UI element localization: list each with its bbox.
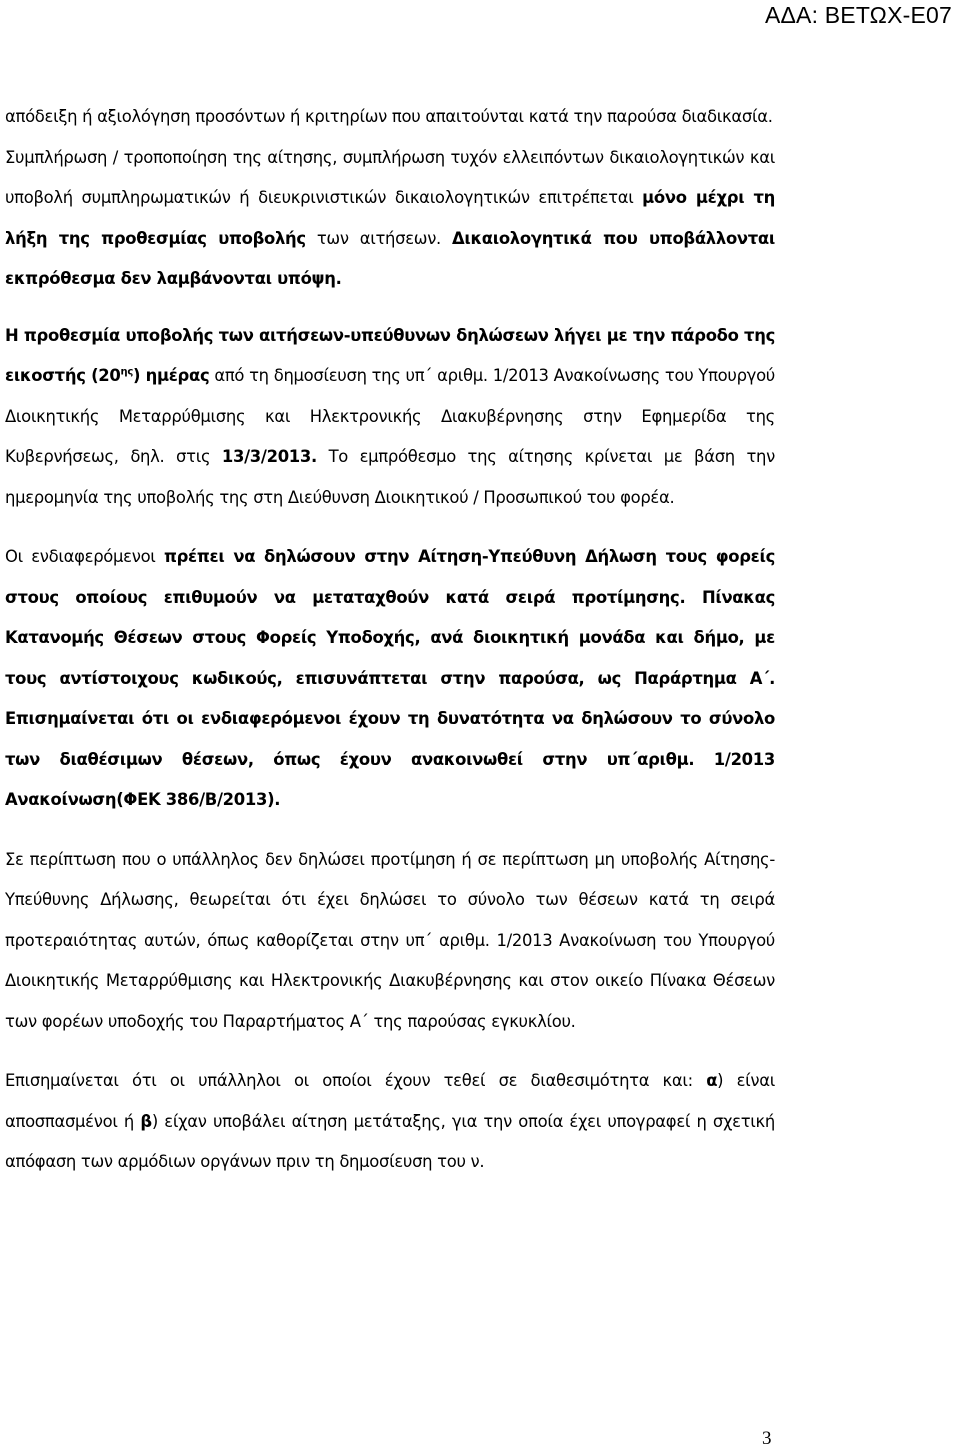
document-body [5,97,775,1183]
paragraph-supplement [5,138,775,300]
bold-text: μόνο μέχρι τη λήξη της προθεσμίας υποβολής [5,188,775,248]
bold-text: Η προθεσμία υποβολής των αιτήσεων-υπεύθυνων δηλώσεων λήγει με την πάροδο της εικοστής (20 [5,325,775,385]
paragraph-text: Σε περίπτωση που ο υπάλληλος δεν δηλώσει προτίμηση ή σε περίπτωση μη υποβολής Αίτησης-Υπεύθυνης Δήλωσης, θεωρείται ότι έχει δηλώσει το σύνολο των θέσεων κατά τη σειρά προτεραιότητας αυτών, όπως καθορίζεται στην υπ΄ αριθμ. 1/2013 Ανακοίνωση του Υπουργού Διοικητικής Μεταρρύθμισης και Ηλεκτρονικής Διακυβέρνησης και στον οικείο Πίνακα Θέσεων των φορέων υποδοχής του Παραρτήματος Α΄ της παρούσας εγκυκλίου. [5,849,775,1031]
bold-text: β [140,1111,152,1131]
document-code: ΑΔΑ: ΒΕΤΩΧ-Ε07 [764,2,952,28]
paragraph-deadline [5,316,775,519]
paragraph-text: ) είχαν υποβάλει αίτηση μετάταξης, για την οποία έχει υπογραφεί η σχετική απόφαση των αρμόδιων οργάνων πριν τη δημοσίευση του ν. [5,1111,775,1171]
paragraph-note [5,1061,775,1183]
superscript: ης [120,366,133,378]
paragraph-text: από τη δημοσίευση της υπ΄ αριθμ. 1/2013 Ανακοίνωσης του Υπουργού Διοικητικής Μεταρρύθμισης και Ηλεκτρονικής Διακυβέρνησης στην Εφημερίδα της Κυβερνήσεως, δηλ. στις [5,366,775,466]
bold-text: Δικαιολογητικά που υποβάλλονται εκπρόθεσμα δεν λαμβάνονται υπόψη. [5,228,775,288]
paragraph-text: Το εμπρόθεσμο της αίτησης κρίνεται με βάση την ημερομηνία της υποβολής της στη Διεύθυνση Διοικητικού / Προσωπικού του φορέα. [5,447,775,507]
bold-text: ) ημέρας [132,366,210,385]
bold-text: πρέπει να δηλώσουν στην Αίτηση-Υπεύθυνη Δήλωση τους φορείς στους οποίους επιθυμούν να μεταταχθούν κατά σειρά προτίμησης. Πίνακας Κατανομής Θέσεων στους Φορείς Υποδοχής, ανά διοικητική μονάδα και δήμο, με τους αντίστοιχους κωδικούς, επισυνάπτεται στην παρούσα, ως Παράρτημα Α΄. Επισημαίνεται ότι οι ενδιαφερόμενοι έχουν τη δυνατότητα να δηλώσουν το σύνολο των διαθέσιμων θέσεων, όπως έχουν ανακοινωθεί στην υπ΄αριθμ. 1/2013 Ανακοίνωση(ΦΕΚ 386/Β/2013). [5,547,776,809]
paragraph-text: Συμπλήρωση / τροποποίηση της αίτησης, συμπλήρωση τυχόν ελλειπόντων δικαιολογητικών και υποβολή συμπληρωματικών ή διευκρινιστικών δικαιολογητικών επιτρέπεται [5,147,775,207]
paragraph-text: των αιτήσεων. [305,228,452,248]
paragraph-text: Οι ενδιαφερόμενοι [5,547,164,566]
bold-text: 13/3/2013. [221,447,317,466]
page-number: 3 [762,1428,772,1449]
paragraph-preferences [5,537,775,821]
paragraph-text: Επισημαίνεται ότι οι υπάλληλοι οι οποίοι έχουν τεθεί σε διαθεσιμότητα και: [5,1071,707,1090]
paragraph-text: απόδειξη ή αξιολόγηση προσόντων ή κριτηρίων που απαιτούνται κατά την παρούσα διαδικασία. [5,107,773,126]
paragraph-text: ) είναι αποσπασμένοι ή [5,1071,775,1131]
paragraph-intro [5,97,775,138]
paragraph-default-preference [5,840,775,1043]
bold-text: α [706,1071,718,1090]
